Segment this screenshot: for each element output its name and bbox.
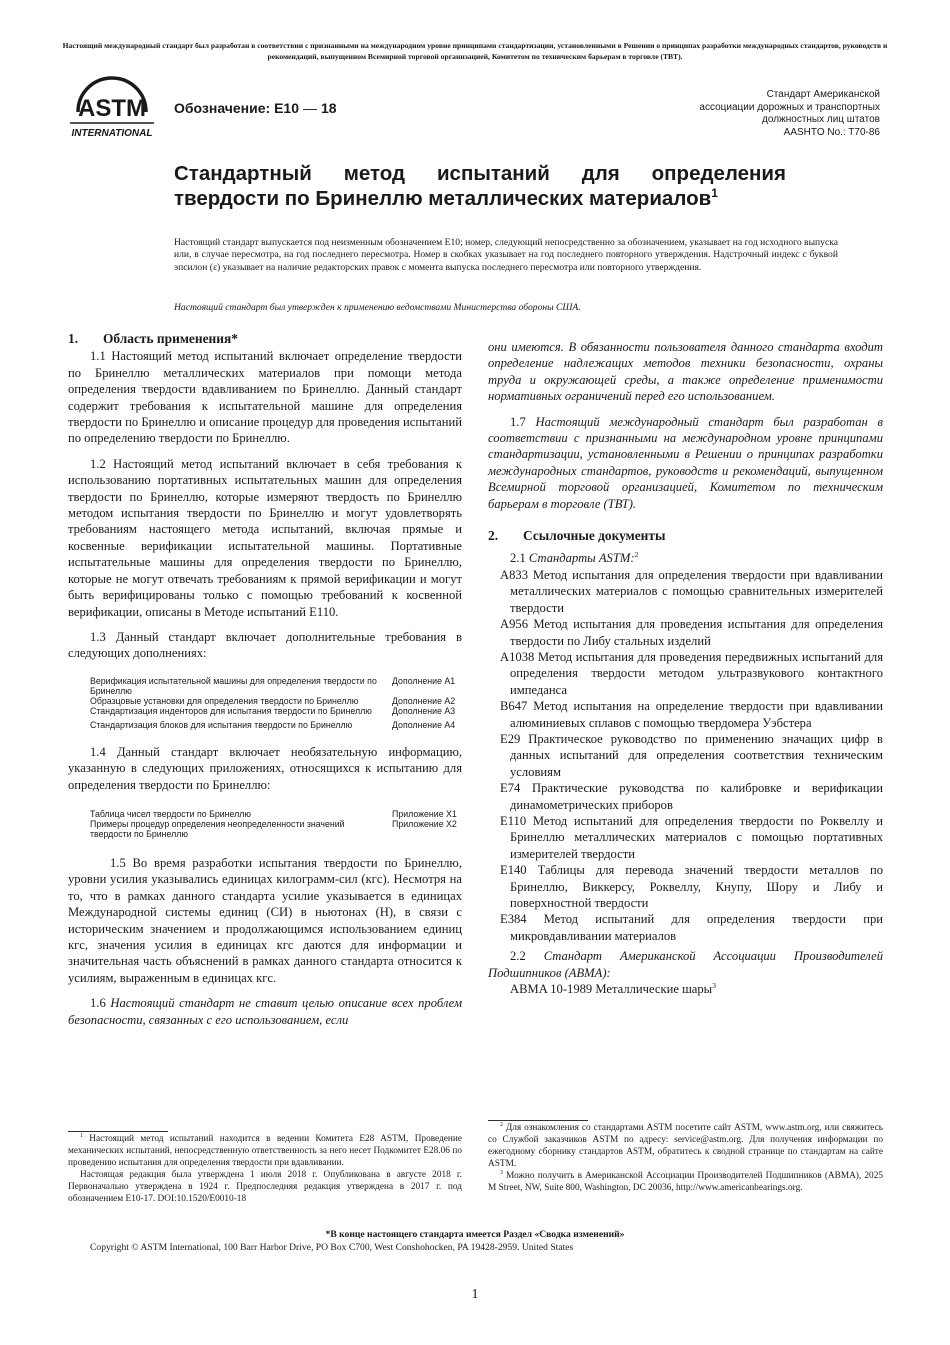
- subsection-title: Стандарт Американской Ассоциации Производителей Подшипников (ABMA):: [488, 949, 883, 980]
- dod-approval-note: Настоящий стандарт был утвержден к применению ведомствами Министерства обороны США.: [174, 302, 581, 313]
- reference-item: A833 Метод испытания для определения твердости при вдавливании металлических материалов с помощью сравнительных измерителей твердости: [500, 567, 883, 615]
- footnote-1: [68, 1134, 462, 1170]
- svg-text:ASTM: ASTM: [78, 95, 146, 122]
- astm-logo: [66, 72, 158, 144]
- paragraph-number: 1.7: [510, 414, 526, 429]
- footnote-divider: [488, 1120, 588, 1121]
- document-title: [174, 161, 786, 211]
- footnote-2: [488, 1123, 883, 1171]
- section-title: Ссылочные документы: [523, 528, 666, 544]
- annex-name: Верификация испытательной машины для определения твердости по Бринеллю: [90, 675, 377, 696]
- annex-ref: Дополнение A4: [392, 719, 456, 730]
- paragraph-1-6-start: [68, 995, 462, 1028]
- annex-ref: Дополнение A3: [392, 705, 456, 716]
- subsection-2-1: [488, 550, 883, 566]
- paragraph-1-2: 1.2 Настоящий метод испытаний включает в себя требования к использованию портативных испытательных машин для определения твердости по Бринеллю, которые измеряют твердость по Бринеллю методом испытания твердости по Бринеллю и могут удовлетворять требованиям настоящего метода испытаний, включая прямые и косвенные верификации испытательной машины. Портативные испытательные машины для определения твердости по Бринеллю, которые не могут отвечать требованиям к прямой верификации и могут быть верифицированы только с помощью требований к косвенной верификации, описаны в Методе испытаний E110.: [68, 456, 462, 619]
- paragraph-1-4: 1.4 Данный стандарт включает необязательную информацию, указанную в следующих приложениях, относящихся к испытанию для определения твердости по Бринеллю:: [68, 744, 462, 792]
- reference-item: A1038 Метод испытания для проведения передвижных испытаний для определения твердости методом ультразвукового контактного импеданса: [500, 649, 883, 697]
- footnote-mark: 3: [712, 980, 717, 990]
- paragraph-1-1: 1.1 Настоящий метод испытаний включает определение твердости по Бринеллю металлических материалов при помощи метода определения твердости вдавливанием по Бринеллю. Данный стандарт содержит требования к испытательной машине для определения твердости по Бринеллю и описание процедур для проведения испытаний по определению твердости по Бринеллю.: [68, 349, 462, 446]
- appendix-row: [90, 809, 462, 819]
- section-number: 1.: [68, 331, 79, 346]
- appendix-name: Таблица чисел твердости по Бринеллю: [90, 808, 252, 819]
- aashto-line: должностных лиц штатов: [762, 114, 880, 125]
- reference-item: B647 Метод испытания на определение твердости при вдавливании алюминиевых сплавов с помощью твердомера Уэбстера: [500, 699, 883, 730]
- subsection-number: 2.2: [510, 949, 526, 964]
- paragraph-1-6-left: Настоящий стандарт не ставит целью описание всех проблем безопасности, связанных с его использованием, если: [68, 996, 462, 1027]
- footnote-text: Можно получить в Американской Ассоциации Производителей Подшипников (ABMA), 2025 M Street, NW, Suite 800, Washington, DC 20036, http://www.americanbearings.org.: [488, 1170, 883, 1193]
- reference-item: E140 Таблицы для перевода значений твердости металлов по Бринеллю, Виккерсу, Роквеллу, Кнупу, Шору и Либу и поверхностной твердости: [500, 863, 883, 910]
- aashto-block: [640, 89, 880, 139]
- footnote-3: [488, 1171, 883, 1195]
- copyright: Copyright © ASTM International, 100 Barr Harbor Drive, PO Box C700, West Conshohocken, PA 19428-2959. United States: [90, 1242, 574, 1253]
- annex-name: Стандартизация блоков для испытания твердости по Бринеллю: [90, 719, 353, 730]
- reference-item: E29 Практическое руководство по применению значащих цифр в данных испытаний для определения соответствия техническим условиям: [500, 731, 883, 779]
- appendix-ref: Приложение X1: [392, 808, 457, 819]
- annex-row: [90, 696, 462, 706]
- paragraph-1-7: [488, 414, 883, 512]
- paragraph-number: 1.6: [90, 996, 106, 1011]
- footnote-divider: [68, 1131, 168, 1132]
- section-1-heading: [68, 331, 462, 347]
- annex-ref: Дополнение A2: [392, 695, 456, 706]
- paragraph-1-6-continued: они имеются. В обязанности пользователя данного стандарта входит определение надлежащих методов техники безопасности, охраны труда и окружающей среды, а также определение применимости нормативных ограничений перед его использованием.: [488, 340, 883, 404]
- designation: [174, 100, 337, 116]
- footnote-mark: 2: [500, 1121, 503, 1128]
- title-footnote-mark: 1: [711, 186, 718, 201]
- section-number: 2.: [488, 528, 499, 544]
- footnote-mark: 1: [80, 1132, 83, 1139]
- reference-item: E74 Практические руководства по калибровке и верификации динамометрических приборов: [500, 781, 883, 812]
- summary-of-changes-note: *В конце настоящего стандарта имеется Раздел «Сводка изменений»: [325, 1229, 625, 1240]
- aashto-number: AASHTO No.: T70-86: [783, 126, 880, 138]
- logo-international-text: INTERNATIONAL: [71, 128, 153, 139]
- footnote-text: Настоящий метод испытаний находится в ведении Комитета E28 ASTM, Проведение механических испытаний, непосредственную ответственность за него несет Подкомитет E28.06 по проведению испытания для определения твердости при вдавливании.: [68, 1134, 462, 1168]
- section-title: Область применения*: [103, 331, 238, 346]
- appendix-name: Примеры процедур определения неопределенности значений твердости по Бринеллю: [90, 818, 345, 839]
- page-number: 1: [471, 1287, 479, 1302]
- footnotes-right: [488, 1120, 883, 1194]
- footnote-text: Для ознакомления со стандартами ASTM посетите сайт ASTM, www.astm.org, или свяжитесь со Службой заказчиков ASTM по адресу: service@astm.org. Для получения информации по ежегодному сборнику стандартов ASTM, обратитесь к сводной странице по стандартам на сайте ASTM.: [488, 1123, 883, 1169]
- paragraph-1-3: 1.3 Данный стандарт включает дополнительные требования в следующих дополнениях:: [68, 629, 462, 661]
- reference-item: ABMA 10-1989 Металлические шары: [510, 982, 713, 997]
- designation-year: 18: [320, 100, 337, 116]
- annex-row: [90, 706, 462, 716]
- right-column: [488, 339, 883, 997]
- appendix-table: [90, 809, 462, 839]
- reference-item: E384 Метод испытаний для определения твердости при микровдавливании материалов: [500, 912, 883, 943]
- abma-reference: [510, 981, 883, 997]
- left-column: [68, 331, 462, 1028]
- reference-item: A956 Метод испытания для проведения испытания для определения твердости по Либу стальных изделий: [500, 617, 883, 648]
- appendix-ref: Приложение X2: [392, 818, 457, 829]
- issuance-note: Настоящий стандарт выпускается под неизменным обозначением E10; номер, следующий непосредственно за обозначением, указывает на год исходного выпуска или, в случае пересмотра, на год последнего пересмотра. Номер в скобках указывает на год последнего повторного утверждения. Надстрочный индекс с буквой эпсилон (ε) указывает на наличие редакторских правок с момента выпуска последнего пересмотра или повторного утверждения.: [174, 237, 838, 273]
- title-text: Стандартный метод испытаний для определения твердости по Бринеллю металлических материалов: [174, 162, 786, 210]
- aashto-line: Стандарт Американской: [766, 89, 880, 100]
- annex-row: [90, 716, 462, 730]
- designation-dash: —: [302, 100, 317, 116]
- footnote-mark: 2: [634, 550, 639, 560]
- appendix-row: [90, 819, 462, 839]
- footnote-1-revision: Настоящая редакция была утверждена 1 июля 2018 г. Опубликована в августе 2018 г. Первоначально утверждена в 1924 г. Предпоследняя редакция утверждена в 2017 г. под обозначением E10-17. DOI:10.1520/E0010-18: [68, 1169, 462, 1204]
- subsection-title: Стандарты ASTM:: [528, 551, 635, 566]
- footnotes-left: [68, 1131, 462, 1205]
- annex-table: [90, 676, 462, 730]
- aashto-line: ассоциации дорожных и транспортных: [699, 101, 880, 113]
- annex-ref: Дополнение A1: [392, 675, 456, 686]
- wto-notice: Настоящий международный стандарт был разработан в соответствии с признанными на международном уровне принципами стандартизации, установленными в Решении о принципах разработки международных стандартов, руководств и рекомендаций, выпущенном Всемирной торговой организацией, Комитетом по техническим барьерам в торговле (ТВТ).: [62, 41, 888, 61]
- paragraph-1-5: 1.5 Во время разработки испытания твердости по Бринеллю, уровни усилия указывались единицах килограмм-сил (кгс). Несмотря на то, что в рамках данного стандарта усилие указывается в единицах Международной системы единиц (СИ) в ньютонах (Н), в связи с историческим значением и продолжающимся использованием единиц кгс, значения усилия в единицах кгс даются для информации и значительная часть объяснений в рамках данного стандарта относится к усилиям, выраженным в единицах кгс.: [68, 855, 462, 985]
- astm-reference-list: [500, 567, 883, 944]
- subsection-2-2: [488, 948, 883, 981]
- reference-item: E110 Метод испытаний для определения твердости по Роквеллу и Бринеллю металлических материалов с помощью портативных измерителей твердости: [500, 813, 883, 861]
- section-2-heading: [488, 528, 883, 544]
- subsection-number: 2.1: [510, 551, 526, 566]
- footnote-mark: 3: [500, 1169, 503, 1176]
- annex-row: [90, 676, 462, 696]
- designation-label: Обозначение: E10: [174, 100, 299, 116]
- annex-name: Образцовые установки для определения твердости по Бринеллю: [90, 695, 359, 706]
- annex-name: Стандартизация инденторов для испытания твердости по Бринеллю: [90, 705, 372, 716]
- paragraph-1-7-text: Настоящий международный стандарт был разработан в соответствии с признанными на международном уровне принципами стандартизации, установленными в Решении о принципах разработки международных стандартов, руководств и рекомендаций, выпущенном Всемирной торговой организацией, Комитетом по техническим барьерам в торговле (ТВТ).: [488, 414, 883, 511]
